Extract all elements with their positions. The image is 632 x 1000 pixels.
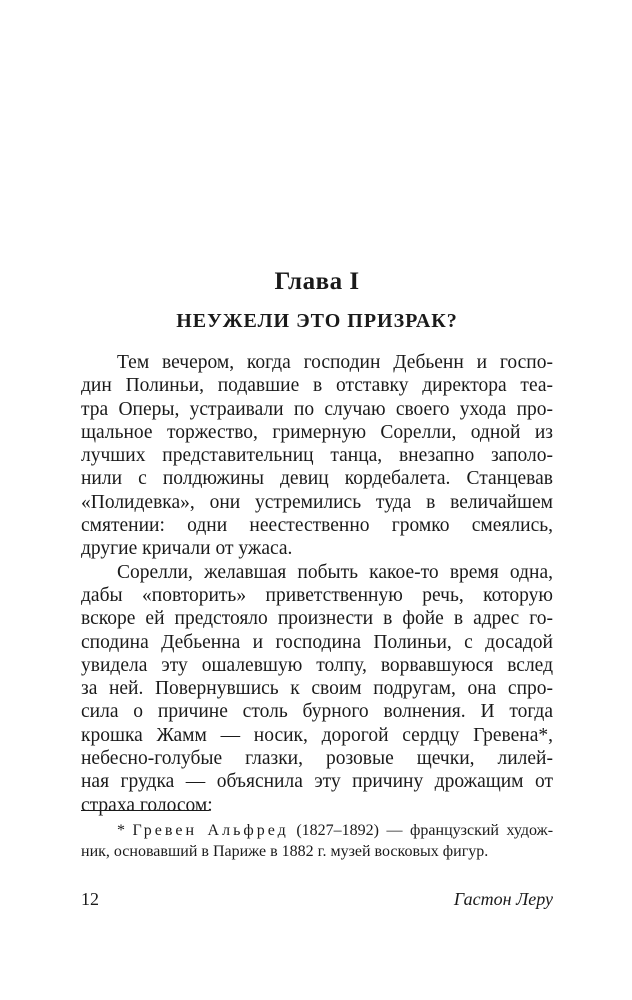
page-number: 12 (81, 889, 99, 909)
text-line: щальное торжество, гримерную Сорелли, одной из (81, 421, 553, 443)
text-line: другие кричали от ужаса. (81, 538, 293, 560)
text-line: дин Полиньи, подавшие в отставку директора теа- (81, 375, 553, 397)
text-line: смятении: одни неестественно громко смеялись, (81, 515, 553, 537)
text-line: тра Оперы, устраивали по случаю своего ухода про- (81, 398, 553, 420)
paragraph-2 (81, 561, 553, 817)
text-line: сподина Дебьенна и господина Полиньи, с досадой (81, 631, 553, 653)
footnote-name: Гревен Альфред (132, 822, 289, 839)
book-page (81, 0, 553, 1000)
chapter-subtitle: НЕУЖЕЛИ ЭТО ПРИЗРАК? (176, 310, 458, 332)
footnote-line: ник, основавший в Париже в 1882 г. музей восковых фигур. (81, 843, 489, 860)
footnote-divider (81, 810, 209, 811)
text-line: за ней. Повернувшись к своим подругам, она спро- (81, 678, 553, 700)
text-line: сила о причине столь бурного волнения. И тогда (81, 701, 553, 723)
footnote (81, 820, 553, 862)
text-line: нили с полдюжины девиц кордебалета. Станцевав (81, 468, 553, 490)
text-line: страха голосом: (81, 794, 213, 816)
text-line: крошка Жамм — носик, дорогой сердцу Гревена*, (81, 724, 553, 746)
footnote-marker: * (117, 822, 133, 839)
text-line: дабы «повторить» приветственную речь, которую (81, 584, 553, 606)
footnote-text: (1827–1892) — французский худож- (288, 822, 554, 839)
text-line: лучших представительниц танца, внезапно заполо- (81, 445, 553, 467)
text-line: вскоре ей предстояло произнести в фойе в адрес го- (81, 608, 553, 630)
text-line: Сорелли, желавшая побыть какое-то время одна, (117, 561, 553, 583)
text-line: небесно-голубые глазки, розовые щечки, лилей- (81, 748, 553, 770)
running-author: Гастон Леру (453, 889, 553, 909)
body-text (81, 351, 553, 817)
text-line: «Полидевка», они устремились туда в величайшем (81, 491, 553, 513)
text-line: увидела эту ошалевшую толпу, ворвавшуюся вслед (81, 654, 553, 676)
paragraph-1 (81, 351, 553, 561)
text-line: Тем вечером, когда господин Дебьенн и госпо- (117, 352, 553, 373)
chapter-title: Глава I (274, 268, 360, 295)
text-line: ная грудка — объяснила эту причину дрожащим от (81, 771, 553, 793)
footnote-line (81, 820, 553, 841)
